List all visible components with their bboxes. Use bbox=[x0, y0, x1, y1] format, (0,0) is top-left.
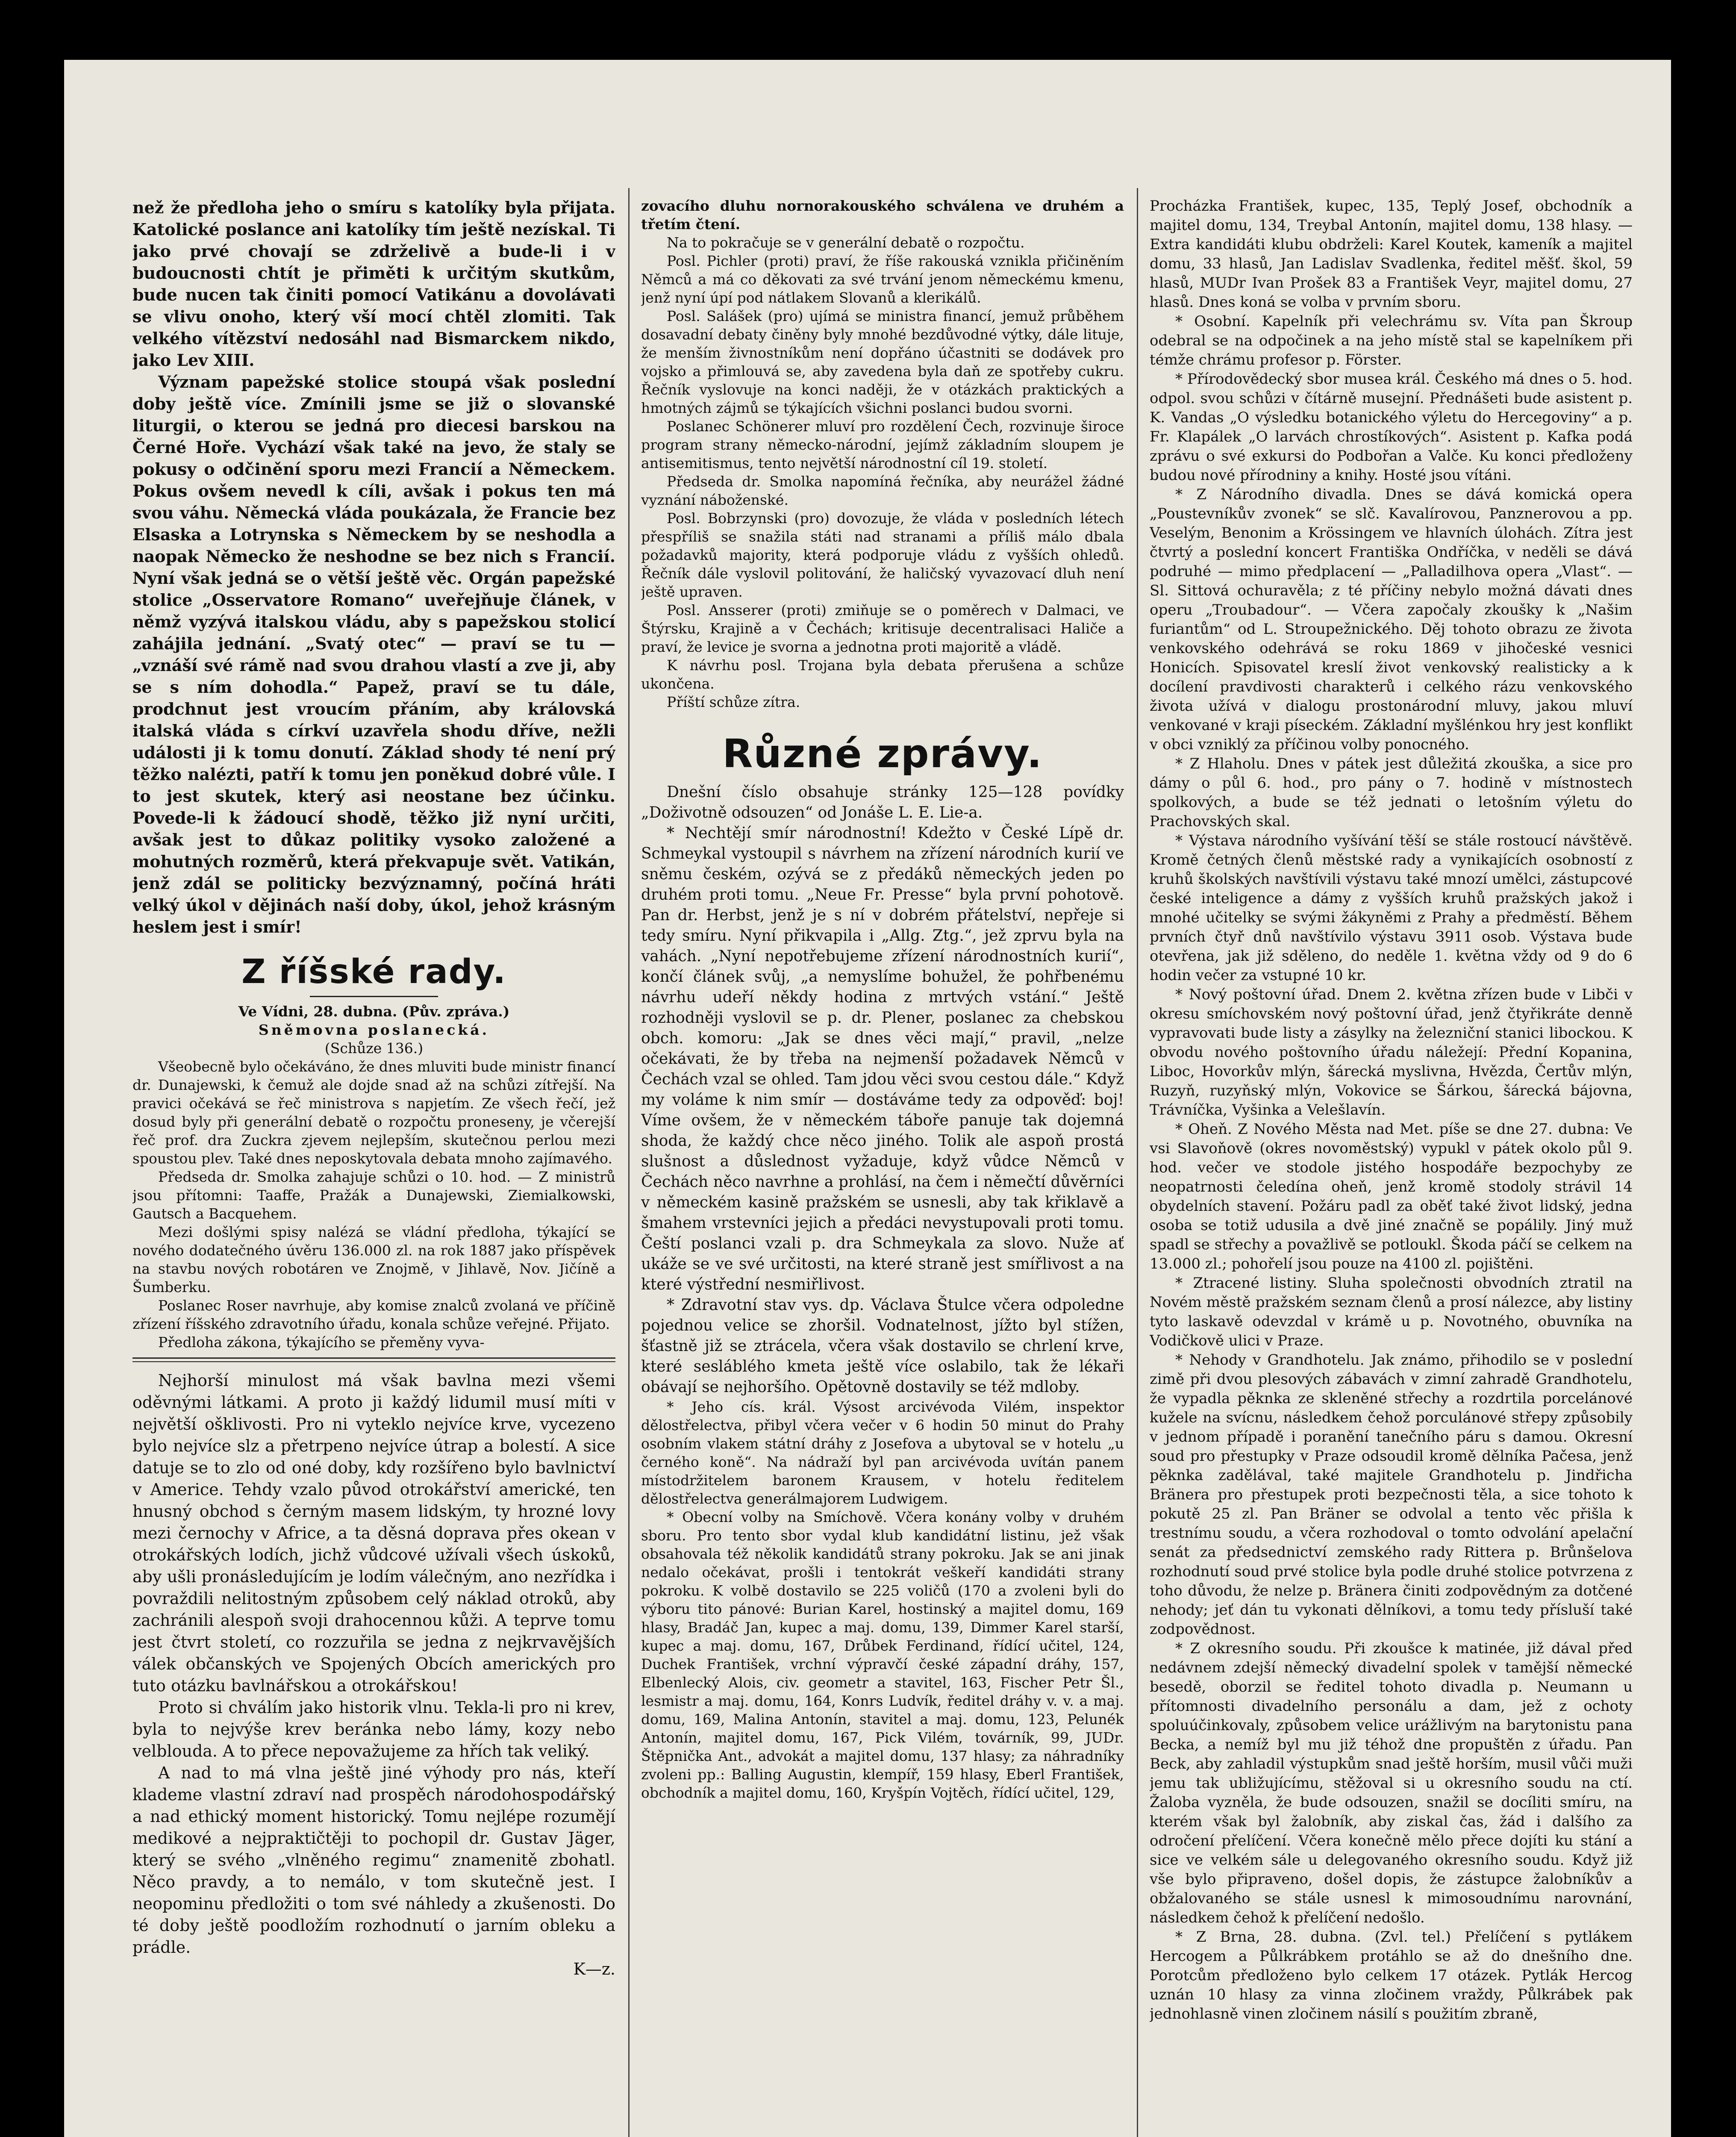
column-left bbox=[132, 197, 615, 2137]
report-paragraph: Posl. Bobrzynski (pro) dovozuje, že vláda v posledních létech přespříliš se snažila státi nad stranami a příliš málo dbala požadavků majority, která podporuje vládu z vyšších ohledů. Řečník dále vyslovil politování, že haličský vyvazovací dluh není ještě upraven. bbox=[641, 510, 1124, 600]
news-paragraph: * Z Brna, 28. dubna. (Zvl. tel.) Přelíčení s pytlákem Hercogem a Půlkrábkem protáhlo se až do dnešního dne. Porotcům předloženo bylo celkem 17 otázek. Pytlák Hercog uznán 10 hlasy za vinna zločinem vraždy, Půlkrábek pak jednohlasně vinen zločinem násilí s použitím zbraně, bbox=[1150, 1928, 1633, 2022]
news-paragraph: * Z okresního soudu. Při zkoušce k matinée, již dával před nedávnem zdejší německý divadelní spolek v tamější německé besedě, oborzil se ředitel tohoto divadla p. Neumann u přítomnosti divadelního personálu a dam, jež z ochoty spoluúčinkovaly, způsobem velice urážlivým na barytonistu pana Becka, a nemíž byl mu již téhož dne propuštěn z úřadu. Pan Beck, aby zahladil výstupkům snad ještě horším, musil vůči muži jemu tak ubližujícímu, stěžoval si u okresního soudu na ctí. Žaloba vyzněla, že bude odsouzen, snažil se docíliti smíru, na kterém však byl žalobník, aby ziskal čas, žád i dalšího za odročení přelíčení. Včera konečně mělo přece dojíti ku stání a sice ve velkém sále u delegovaného okresního soudu. Když již vše bylo připraveno, došel dopis, že zástupce žalobníkův a obžalovaného se stále usnesl k mimosoudnímu narovnání, následkem čehož k přelíčení nedošlo. bbox=[1150, 1640, 1633, 1926]
report-paragraph: Poslanec Schönerer mluví pro rozdělení Čech, rozvinuje široce program strany německo-národní, jejímž základním sloupem je antisemitismus, tento největší národnostní cíl 19. století. bbox=[641, 418, 1124, 471]
article-paragraph: než že předloha jeho o smíru s katolíky byla přijata. Katolické poslance ani katolíky tím ještě nezískal. Ti jako prvé chovají se zdrželivě a bude-li i v budoucnosti chtít je přiměti k určitým skutkům, bude nucen tak činiti pomocí Vatikánu a dovolávati se vlivu onoho, který vší mocí chtěl zlomiti. Tak velkého vítězství nedosáhl nad Bismarckem nikdo, jako Lev XIII. bbox=[132, 198, 615, 370]
news-paragraph: * Ztracené listiny. Sluha společnosti obvodních ztratil na Novém městě pražském seznam členů a prosí nálezce, aby listiny tyto laskavě odevzdal v krámě u p. Novotného, obuvníka na Vodičkově ulici v Praze. bbox=[1150, 1275, 1633, 1349]
section-heading: Z říšské rady. bbox=[241, 953, 506, 991]
column-right bbox=[1150, 197, 1633, 2137]
column-middle bbox=[641, 197, 1124, 2137]
news-paragraph: Dnešní číslo obsahuje stránky 125—128 povídky „Doživotně odsouzen“ od Jonáše L. E. Lie-a. bbox=[641, 783, 1124, 821]
report-paragraph: Poslanec Roser navrhuje, aby komise znalců zvolaná ve příčině zřízení říšského zdravotního úřadu, konala schůze veřejné. Přijato. bbox=[132, 1297, 615, 1332]
report-paragraph: Mezi došlými spisy nalézá se vládní předloha, týkající se nového dodatečného úvěru 136.000 zl. na rok 1887 jako příspěvek na stavbu nových robotáren ve Znojmě, v Jihlavě, Nov. Jičíně a Šumberku. bbox=[132, 1224, 615, 1295]
feuilleton-paragraph: A nad to má vlna ještě jiné výhody pro nás, kteří klademe vlastní zdraví nad prospěch národohospodářský a nad ethický moment historický. Tomu nejlépe rozumějí medikové a nejpraktičtěji to pochopil dr. Gustav Jäger, který se svého „vlněného regimu“ znamenitě zbohatl. Něco pravdy, a to nemálo, v tom skutečně jest. I neopominu předložiti o tom své náhledy a zkušenosti. Do té doby ještě poodložím rozhodnutí o jarním obleku a prádle. bbox=[132, 1763, 615, 1957]
subheading: Sněmovna poslanecká. bbox=[258, 1021, 490, 1038]
report-paragraph: Posl. Salášek (pro) ujímá se ministra financí, jemuž průběhem dosavadní debaty činěny byly mnohé bezdůvodné výtky, dále lituje, že menším živnostníkům není dopřáno účastniti se dodávek pro vojsko a přimlouvá se, aby zavedena byla daň ze spotřeby cukru. Řečník vyslovuje na konci naději, že v otázkách praktických a hmotných zájmů se týkajících všichni poslanci budou svorni. bbox=[641, 308, 1124, 416]
report-paragraph: Všeobecně bylo očekáváno, že dnes mluviti bude ministr financí dr. Dunajewski, k čemuž ale dojde snad až na schůzi zítřejší. Na pravici očekává se řeč ministrova s napjetím. Ze všech řečí, jež dosud byly při generální debatě o rozpočtu proneseny, je včerejší řeč prof. dra Zuckra zjevem nejlepším, skutečnou perlou mezi spoustou plev. Také dnes neposkytovala debata mnoho zajímavého. bbox=[132, 1058, 615, 1167]
report-paragraph: Na to pokračuje se v generální debatě o rozpočtu. bbox=[667, 234, 1025, 251]
section-heading: Různé zprávy. bbox=[722, 731, 1043, 777]
report-paragraph: zovacího dluhu nornorakouského schválena ve druhém a třetím čtení. bbox=[641, 197, 1124, 233]
news-paragraph: * Jeho cís. král. Výsost arcivévoda Vilém, inspektor dělostřelectva, přibyl včera večer v 6 hodin 50 minut do Prahy osobním vlakem státní dráhy z Josefova a ubytoval se v hotelu „u černého koně“. Na nádraží byl pan arcivévoda uvítán panem místodržitelem baronem Krausem, v hotelu ředitelem dělostřelectva generálmajorem Ludwigem. bbox=[641, 1398, 1124, 1507]
report-paragraph: Předloha zákona, týkajícího se přeměny vyva- bbox=[158, 1334, 485, 1351]
column-rule bbox=[628, 188, 630, 2137]
article-paragraph: Význam papežské stolice stoupá však poslední doby ještě více. Zmínili jsme se již o slovanské liturgii, o kterou se jedná pro diecesi barskou na Černé Hoře. Vychází však také na jevo, že staly se pokusy o odčinění sporu mezi Francií a Německem. Pokus ovšem nevedl k cíli, avšak i pokus ten má svou váhu. Německá vláda poukázala, že Francie bez Elsaska a Lotrynska s Německem by se neshodla a naopak Německo že neshodne se bez nich s Francií. Nyní však jedná se o větší ještě věc. Orgán papežské stolice „Osservatore Romano“ uveřejňuje článek, v němž vyzývá italskou vládu, aby s papežskou stolicí zahájila jednání. „Svatý otec“ — praví se tu — „vznáší své rámě nad svou drahou vlastí a zve ji, aby se s ním dohodla.“ Papež, praví se tu dále, prodchnut jest vroucím přáním, aby královská italská vláda s církví uzavřela shodu dříve, nežli události ji k tomu donutí. Základ shody té není prý těžko nalézti, patří k tomu jen poněkud dobré vůle. I to jest skutek, který asi neostane bez účinku. Povede-li k žádoucí shodě, těžko již nyní určiti, avšak jest to důkaz politiky vysoko založené a mohutných rozměrů, která překvapuje svět. Vatikán, jenž zdál se politicky bezvýznamný, počíná hráti velký úkol v dějinách naší doby, úkol, jehož krásným heslem jest i smír! bbox=[132, 372, 615, 936]
news-paragraph: * Z Hlaholu. Dnes v pátek jest důležitá zkouška, a sice pro dámy o půl 6. hod., pro pány o 7. hodině v místnostech spolkových, a bude se též jednati o letošním výletu do Prachovských skal. bbox=[1150, 755, 1633, 830]
news-paragraph: * Výstava národního vyšívání těší se stále rostoucí návštěvě. Kromě četných členů městské rady a vynikajících osobností z kruhů školských navštívili výstavu také mnozí umělci, zástupcové české inteligence a dámy z vyšších kruhů pražských jakož i mnohé učitelky se svými žákyněmi z Prahy a předměstí. Během prvních čtyř dnů navštívilo výstavu 3911 osob. Výstava bude otevřena, jak již sděleno, do neděle 1. května vždy od 9 do 6 hodin večer za vstupné 10 kr. bbox=[1150, 832, 1633, 984]
report-paragraph: Posl. Ansserer (proti) zmiňuje se o poměrech v Dalmaci, ve Štýrsku, Krajině a v Čechách; kritisuje decentralisaci Haliče a praví, že levice je svorna a jednotna proti majoritě a vládě. bbox=[641, 602, 1124, 655]
feuilleton-paragraph: Proto si chválím jako historik vlnu. Tekla-li pro ni krev, byla to nejvýše krev beránka nebo lámy, kozy nebo velblouda. A to přece nepovažujeme za hřích tak veliký. bbox=[132, 1698, 615, 1760]
news-paragraph: * Přírodovědecký sbor musea král. Českého má dnes o 5. hod. odpol. svou schůzi v čítárně musejní. Přednášeti bude asistent p. K. Vandas „O výsledku botanického výletu do Hercegoviny“ a p. Fr. Klapálek „O larvách chrostíkových“. Asistent p. Kafka podá zprávu o své exkursi do Podbořan a Valče. Ku konci předloženy budou nové přírodniny a knihy. Hosté jsou vítáni. bbox=[1150, 371, 1633, 484]
news-paragraph: * Nový poštovní úřad. Dnem 2. května zřízen bude v Libči v okresu smíchovském nový poštovní úřad, jenž čtyřikráte denně vypravovati bude listy a zásylky na železniční stanici libockou. K obvodu nového poštovního úřadu náležejí: Přední Kopanina, Liboc, Hovorkův mlýn, šárecká myslivna, Hvězda, Čertův mlýn, Ruzyň, ruzyňský mlýn, Vokovice se Šárkou, šárecká bájovna, Trávníčka, Vyšinka a Velešlavín. bbox=[1150, 986, 1633, 1119]
news-paragraph: * Nechtějí smír národnostní! Kdežto v České Lípě dr. Schmeykal vystoupil s návrhem na zřízení národních kurií ve sněmu českém, ozývá se z předáků německých jeden po druhém proti tomu. „Neue Fr. Presse“ byla první pohotově. Pan dr. Herbst, jenž je s ní v dobrém přátelství, nepřeje si tedy smíru. Nyní přikvapila i „Allg. Ztg.“, jež zprvu byla na vahách. „Nyní nepotřebujeme zřízení národnostních kurií“, končí článek svůj, „a nemyslíme bohužel, že pohřbenému návrhu udeří někdy hodina z mrtvých vstání.“ Ještě rozhodněji vyslovil se p. dr. Plener, poslanec za chebskou obch. komoru: „Jak se dnes věci mají,“ pravil, „nelze očekávati, že by třeba na nejmenší požadavek Němců v Čechách vzal se ohled. Tam jdou věci svou cestou dále.“ Když my voláme k nim smír — dostáváme tedy za odpověď: boj! Víme ovšem, že v německém táboře panuje tak dojemná shoda, že každý chce něco jiného. Tolik ale aspoň prostá slušnost a důslednost vyžaduje, když vůdce Němců v Čechách něco navrhne a prohlásí, na čem i němečtí důvěrníci v německém kasině pražském se usnesli, aby tak křiklavě a šmahem vrstevníci jejich a předáci nevystupovali proti tomu. Čeští poslanci vzali p. dra Schmeykala za slovo. Nuže ať ukáže se ve své určitosti, na které straně jest smířlivost a na které výstřední nesmiřlivost. bbox=[641, 824, 1124, 1293]
news-paragraph: * Osobní. Kapelník při velechrámu sv. Víta pan Škroup odebral se na odpočinek a na jeho místě stal se kapelníkem při témže chrámu profesor p. Förster. bbox=[1150, 313, 1633, 368]
heading-rule bbox=[310, 996, 438, 997]
news-paragraph: * Obecní volby na Smíchově. Včera konány volby v druhém sboru. Pro tento sbor vydal klub kandidátní listinu, jež však obsahovala též několik kandidátů strany pokroku. Jak se ani jinak nedalo očekávat, prošli i tentokrát veškeří kandidáti strany pokroku. K volbě dostavilo se 225 voličů (170 a zvoleni byli do výboru tito pánové: Burian Karel, hostinský a majitel domu, 169 hlasy, Bradáč Jan, kupec a maj. domu, 139, Dimmer Karel starší, kupec a maj. domu, 167, Drůbek Ferdinand, řídící učitel, 124, Duchek František, vrchní výpravčí české západní dráhy, 157, Elbenlecký Alois, civ. geometr a stavitel, 163, Fischer Petr Šl., lesmistr a maj. domu, 164, Konrs Ludvík, ředitel dráhy v. v. a maj. domu, 169, Malina Antonín, stavitel a maj. domu, 123, Pelunék Antonín, majitel domu, 167, Pick Vilém, továrník, 99, JUDr. Štěpnička Ant., advokát a majitel domu, 137 hlasy; za náhradníky zvoleni pp.: Balling Augustin, klempíř, 159 hlasy, Eberl František, obchodník a majitel domu, 160, Kryšpín Vojtěch, řídící učitel, 129, bbox=[641, 1509, 1124, 1801]
news-paragraph: * Zdravotní stav vys. dp. Václava Štulce včera odpoledne pojednou velice se zhoršil. Vodnatelnost, jížto byl stížen, šťastně již se ztrácela, včera však dostavilo se chrlení krve, které sesláblého kmeta ještě více oslabilo, tak že lékaři obávají se nejhoršího. Opětovně dostavily se též mdloby. bbox=[641, 1296, 1124, 1396]
report-paragraph: Příští schůze zítra. bbox=[667, 694, 800, 710]
newspaper-page bbox=[64, 60, 1671, 2137]
report-paragraph: Předseda dr. Smolka napomíná řečníka, aby neurážel žádné vyznání náboženské. bbox=[641, 473, 1124, 508]
news-paragraph: * Oheň. Z Nového Města nad Met. píše se dne 27. dubna: Ve vsi Slavoňově (okres novoměstský) vypukl v pátek okolo půl 9. hod. večer ve stodole jistého hospodáře bezpochyby ze neopatrnosti čeledína oheň, jenž kromě stodoly strávil 14 obydelních stavení. Požáru padl za oběť také život lidský, jedna osoba se totiž udusila a dvě jiné značně se popálily. Jiný muž spadl se střechy a považlivě se potloukl. Škoda páčí se celkem na 13.000 zl.; pohořelí jsou pouze na 4100 zl. pojištěni. bbox=[1150, 1121, 1633, 1272]
news-paragraph: * Z Národního divadla. Dnes se dává komická opera „Poustevníkův zvonek“ se slč. Kavalírovou, Panznerovou a pp. Veselým, Benonim a Krössingem ve hlavních úlohách. Zítra jest čtvrtý a poslední koncert Františka Ondříčka, v neděli se dává podruhé — mimo předplacení — „Palladilhova opera „Vlast“. — Sl. Sittová ochuravěla; z té příčiny nebylo možná dávati dnes operu „Troubadour“. — Včera započaly zkoušky k „Našim furiantům“ od L. Stroupežnického. Děj tohoto obrazu ze života venkovského odehrává se roku 1869 v jihočeské vesnici Honicích. Spisovatel kreslí život venkovský realisticky a k docílení pravdivosti charakterů i celkého rázu venkovského života užívá v dialogu prostonárodní mluvy, jakou mluví venkované v kraji píseckém. Základní myšlénkou hry jest konflikt v obci vzniklý za příčinou volby ponocného. bbox=[1150, 486, 1633, 753]
report-paragraph: K návrhu posl. Trojana byla debata přerušena a schůze ukončena. bbox=[641, 657, 1124, 692]
news-paragraph: Procházka František, kupec, 135, Teplý Josef, obchodník a majitel domu, 134, Treybal Antonín, majitel domu, 138 hlasy. — Extra kandidáti klubu obdrželi: Karel Koutek, kameník a majitel domu, 33 hlasů, Jan Ladislav Svadlenka, ředitel měšť. škol, 59 hlasů, MUDr Ivan Prošek 83 a František Veyr, majitel domu, 27 hlasů. Dnes koná se volba v prvním sboru. bbox=[1150, 197, 1633, 311]
feuilleton-divider bbox=[132, 1357, 615, 1362]
author-signature: K—z. bbox=[573, 1960, 615, 1978]
report-paragraph: Předseda dr. Smolka zahajuje schůzi o 10. hod. — Z ministrů jsou přítomni: Taaffe, Pražák a Dunajewski, Ziemialkowski, Gautsch a Bacquehem. bbox=[132, 1169, 615, 1222]
report-paragraph: Posl. Pichler (proti) praví, že říše rakouská vznikla přičiněním Němců a má co děkovati za své trvání jenom německému kmenu, jenž nyní úpí pod nátlakem Slovanů a klerikálů. bbox=[641, 253, 1124, 306]
dateline: Ve Vídni, 28. dubna. (Pův. zpráva.) bbox=[238, 1003, 510, 1020]
session-number: (Schůze 136.) bbox=[324, 1040, 424, 1057]
news-paragraph: * Nehody v Grandhotelu. Jak známo, přihodilo se v poslední zimě při dvou plesových zábavách v zimní zahradě Grandhotelu, že vypadla pěknka ze skleněné střechy a rozdrtila porcelánové kužele na svícnu, následkem čehož porculánové střepy způsobily v jednom případě i poranění tanečního páru s damou. Okresní soud pro přestupky v Praze odsoudil kromě dělníka Pačesa, jenž pěknka zadělával, také majitele Grandhotelu p. Jindřicha Bränera pro přestupek proti bezpečnosti těla, a sice tohoto k pokutě 25 zl. Pan Bräner se odvolal a tento věc přišla k trestnímu soudu, a včera rozhodoval o tomto odvolání apelační senát za předsednictví zemského rady Rittera p. Brůnšelova rozhodnutí soud prvé stolice byla podle druhé stolice potvrzena z toho důvodu, že nelze p. Bränera činiti zodpovědným za dotčené nehody; jeť dán tu vykonati dělníkovi, a tomu tedy přísluší také zodpovědnost. bbox=[1150, 1351, 1633, 1638]
column-rule bbox=[1137, 188, 1138, 2137]
feuilleton-paragraph: Nejhorší minulost má však bavlna mezi všemi oděvnými látkami. A proto ji každý lidumil musí míti v největší ošklivosti. Pro ni vyteklo nejvíce krve, vycezeno bylo nejvíce slz a přetrpeno nejvíce útrap a bolestí. A sice datuje se to zlo od oné doby, kdy rozšířeno bylo bavlnictví v Americe. Tehdy vzalo původ otrokářství americké, ten hnusný obchod s černým masem lidským, ty hrozné lovy mezi černochy v Africe, a ta děsná doprava přes okean v otrokářských lodích, jichž vůdcové užívali všech úskoků, aby ušli pronásledujícím je lodím válečným, ano nezřídka i povraždili nelitostným způsobem celý náklad otroků, aby zachránili alespoň svoji drahocennou kůži. A teprve tomu jest čtvrt století, co rozzuřila se jedna z nejkrvavějších válek občanských ve Spojených Obcích amerických pro tuto otázku bavlnářskou a otrokářskou! bbox=[132, 1371, 615, 1695]
